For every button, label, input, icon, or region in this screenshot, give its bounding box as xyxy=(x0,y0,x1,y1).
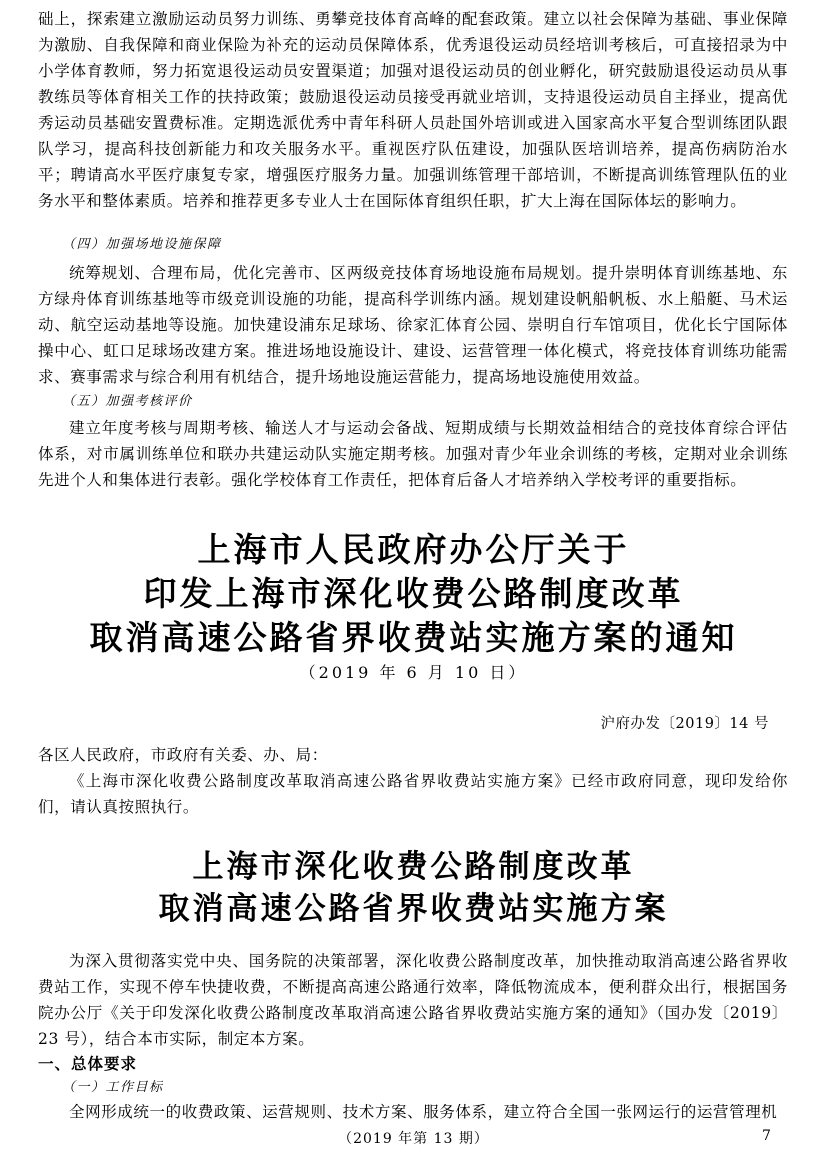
document-number: 沪府办发〔2019〕14 号 xyxy=(600,716,769,732)
paragraph-site-facilities: 统筹规划、合理布局，优化完善市、区两级竞技体育场地设施布局规划。提升崇明体育训练基地、东方绿舟体育训练基地等市级竞训设施的功能，提高科学训练内涵。规划建设帆船帆板、水上船艇、马术运动、航空运动基地等设施。加快建设浦东足球场、徐家汇体育公园、崇明自行车馆项目，优化长宁国际体操中心、虹口足球场改建方案。推进场地设施设计、建设、运营管理一体化模式，将竞技体育训练功能需求、赛事需求与综合利用有机结合，提升场地设施运营能力，提高场地设施使用效益。 xyxy=(38,264,788,386)
subhead-work-objectives: （一）工作目标 xyxy=(62,1080,164,1095)
section-heading-general-requirements: 一、总体要求 xyxy=(38,1055,138,1073)
plan-intro: 为深入贯彻落实党中央、国务院的决策部署，深化收费公路制度改革，加快推动取消高速公路省界收费站工作，实现不停车快捷收费，不断提高高速公路通行效率，降低物流成本，便利群众出行，根据国务院办公厅《关于印发深化收费公路制度改革取消高速公路省界收费站实施方案的通知》（国办发〔2019〕23 号），结合本市实际，制定本方案。 xyxy=(38,952,788,1048)
footer-issue: （2019 年第 13 期） xyxy=(338,1131,489,1147)
notice-date: （2019 年 6 月 10 日） xyxy=(299,663,528,682)
plan-title-line-2: 取消高速公路省界收费站实施方案 xyxy=(158,891,669,927)
notice-title-line-1: 上海市人民政府办公厅关于 xyxy=(197,530,630,569)
paragraph-assessment: 建立年度考核与周期考核、输送人才与运动会备战、短期成绩与长期效益相结合的竞技体育综合评估体系，对市属训练单位和联办共建运动队实施定期考核。加强对青少年业余训练的考核，定期对业余训练先进个人和集体进行表彰。强化学校体育工作责任，把体育后备人才培养纳入学校考评的重要指标。 xyxy=(38,419,788,489)
subhead-assessment: （五）加强考核评价 xyxy=(62,394,193,409)
addressee: 各区人民政府，市政府有关委、办、局： xyxy=(38,746,328,764)
plan-title-line-1: 上海市深化收费公路制度改革 xyxy=(192,849,635,885)
paragraph-work-objectives: 全网形成统一的收费政策、运营规则、技术方案、服务体系，建立符合全国一张网运行的运营管理机 xyxy=(69,1103,778,1121)
notice-body: 《上海市深化收费公路制度改革取消高速公路省界收费站实施方案》已经市政府同意，现印发给你们，请认真按照执行。 xyxy=(38,772,788,816)
intro-paragraph: 础上，探索建立激励运动员努力训练、勇攀竞技体育高峰的配套政策。建立以社会保障为基础、事业保障为激励、自我保障和商业保险为补充的运动员保障体系，优秀退役运动员经培训考核后，可直接招录为中小学体育教师，努力拓宽退役运动员安置渠道；加强对退役运动员的创业孵化，研究鼓励退役运动员从事教练员等体育相关工作的扶持政策；鼓励退役运动员接受再就业培训，支持退役运动员自主择业，提高优秀运动员基础安置费标准。定期选派优秀中青年科研人员赴国外培训或进入国家高水平复合型训练团队跟队学习，提高科技创新能力和攻关服务水平。重视医疗队伍建设，加强队医培训培养，提高伤病防治水平；聘请高水平医疗康复专家，增强医疗服务力量。加强训练管理干部培训，不断提高训练管理队伍的业务水平和整体素质。培养和推荐更多专业人士在国际体育组织任职，扩大上海在国际体坛的影响力。 xyxy=(38,10,788,210)
notice-title-line-2: 印发上海市深化收费公路制度改革 xyxy=(143,574,684,613)
subhead-site-facilities: （四）加强场地设施保障 xyxy=(62,237,222,252)
page-number: 7 xyxy=(762,1128,771,1144)
notice-title-line-3: 取消高速公路省界收费站实施方案的通知 xyxy=(89,618,738,657)
